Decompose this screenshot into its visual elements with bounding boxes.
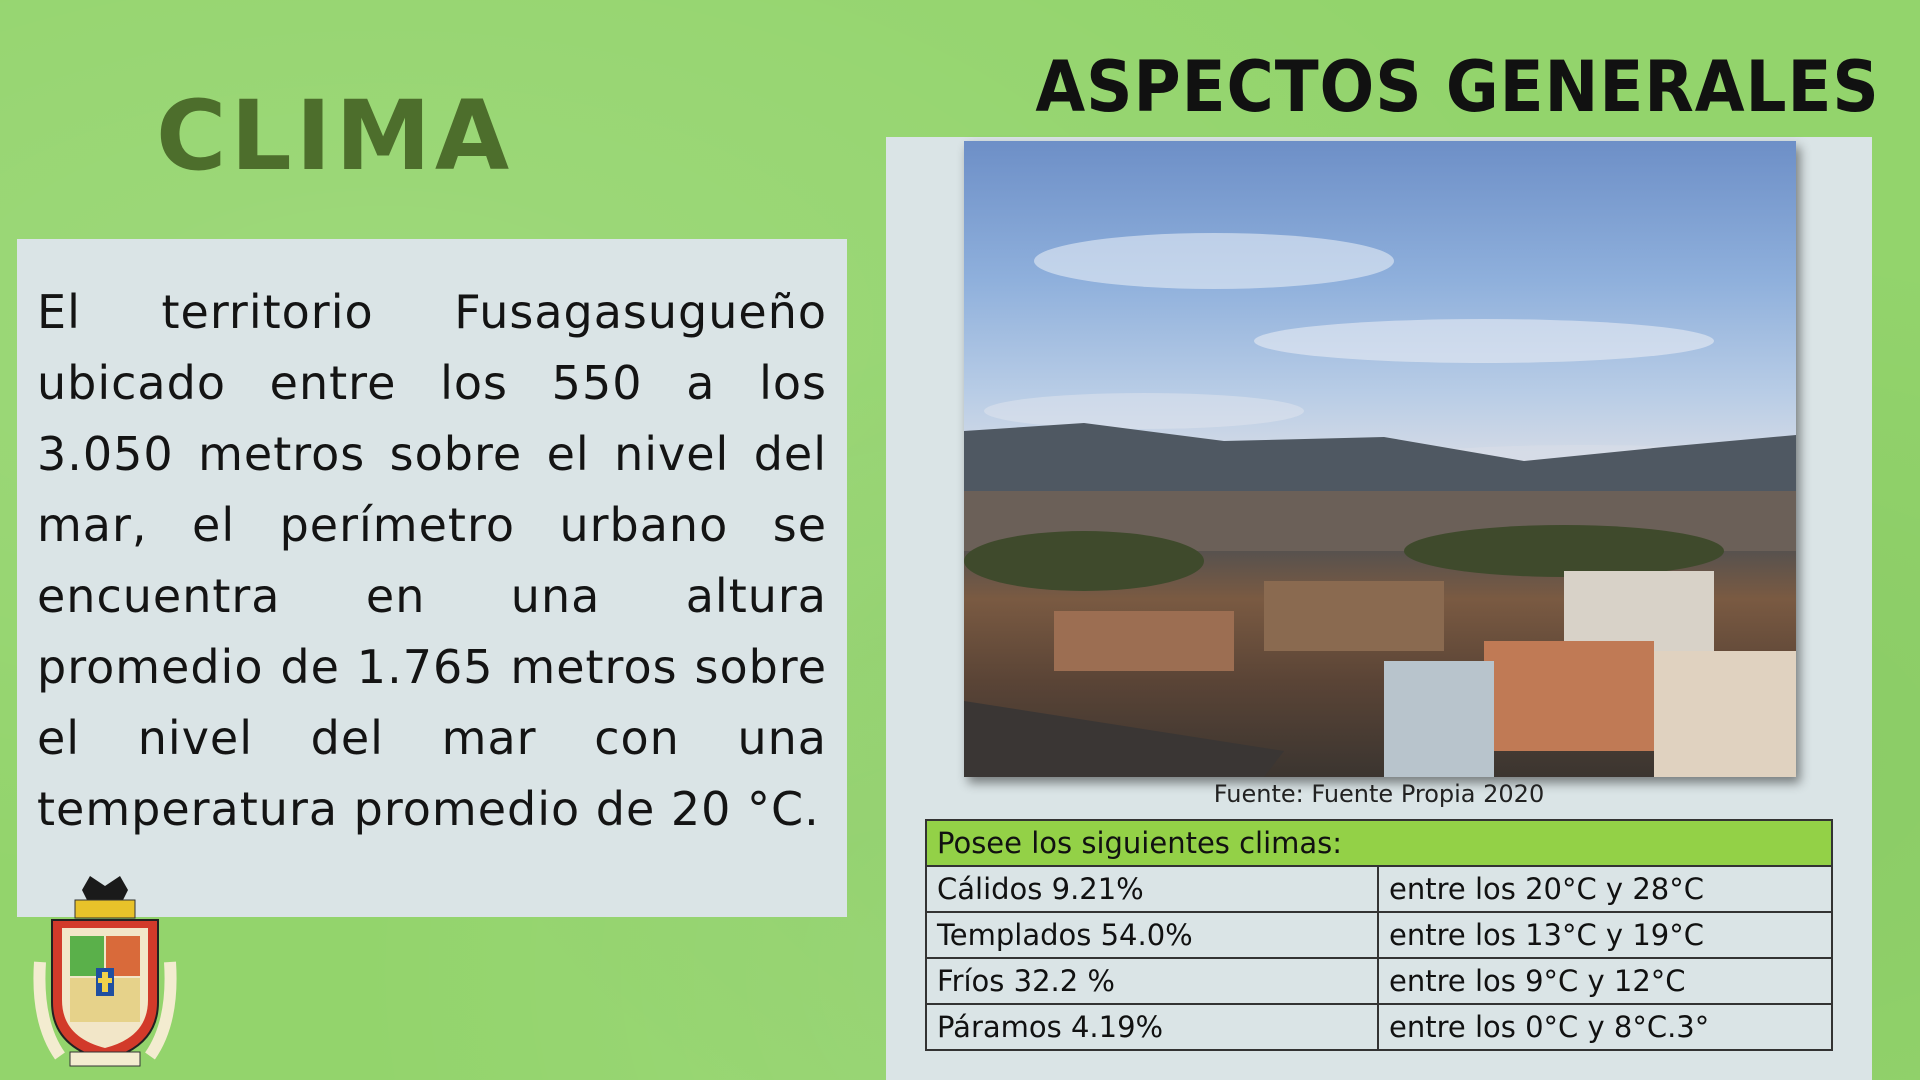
city-photo-illustration — [964, 141, 1796, 777]
crest-icon — [30, 872, 180, 1070]
climate-type: Templados 54.0% — [926, 912, 1378, 958]
section-heading: ASPECTOS GENERALES — [1035, 46, 1880, 128]
body-text: El territorio Fusagasugueño ubicado entre los 550 a los 3.050 metros sobre el nivel del mar, el perímetro urbano se encuentra en una altura promedio de 1.765 metros sobre el nivel del mar con una temperatura promedio de 20 °C. — [37, 285, 827, 836]
photo-caption: Fuente: Fuente Propia 2020 — [1213, 780, 1545, 808]
table-row — [926, 912, 1832, 958]
table-header-row — [926, 820, 1832, 866]
climates-table — [925, 819, 1833, 1051]
table-header: Posee los siguientes climas: — [926, 820, 1832, 866]
climate-range: entre los 20°C y 28°C — [1378, 866, 1832, 912]
city-photo — [964, 141, 1796, 777]
table-row — [926, 958, 1832, 1004]
climate-range: entre los 9°C y 12°C — [1378, 958, 1832, 1004]
right-panel — [886, 137, 1872, 1080]
climate-range: entre los 13°C y 19°C — [1378, 912, 1832, 958]
table-row — [926, 1004, 1832, 1050]
text-panel — [17, 239, 847, 917]
table-row — [926, 866, 1832, 912]
climate-range: entre los 0°C y 8°C.3° — [1378, 1004, 1832, 1050]
municipal-crest-logo — [30, 872, 180, 1070]
climate-type: Fríos 32.2 % — [926, 958, 1378, 1004]
page-title: CLIMA — [156, 80, 514, 192]
climate-type: Cálidos 9.21% — [926, 866, 1378, 912]
climate-type: Páramos 4.19% — [926, 1004, 1378, 1050]
